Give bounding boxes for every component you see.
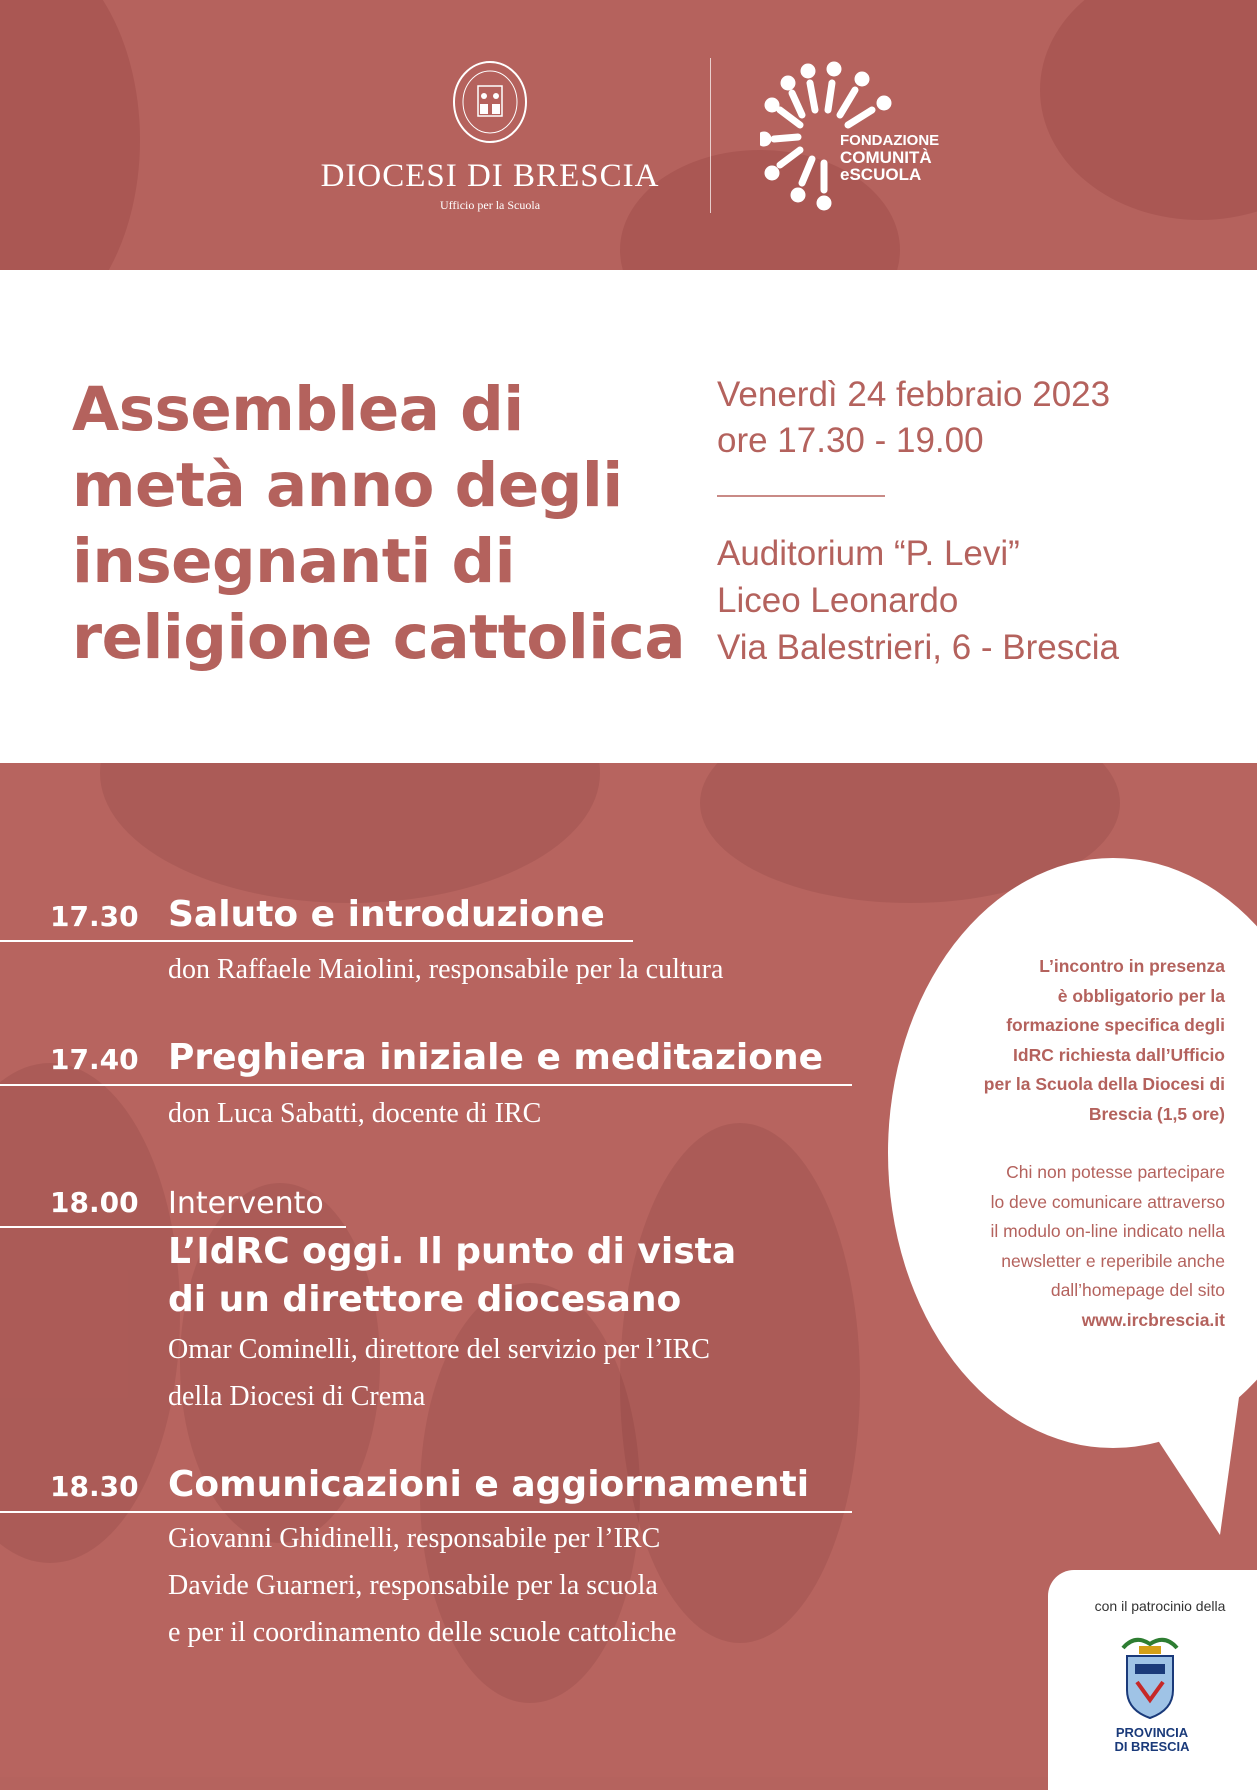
title-line: metà anno degli — [72, 450, 623, 521]
notice-line: formazione specifica degli — [1006, 1015, 1225, 1035]
header-band — [0, 0, 1257, 270]
notice-line: newsletter e reperibile anche — [1001, 1250, 1225, 1271]
program-underline — [0, 940, 633, 942]
diocesi-seal-icon — [452, 60, 528, 144]
notice-info — [905, 1158, 1225, 1335]
event-venue-block — [717, 530, 1119, 671]
fondazione-line1: FONDAZIONE — [840, 132, 940, 149]
program-time: 18.00 — [50, 1186, 139, 1219]
notice-line: lo deve comunicare attraverso — [990, 1191, 1225, 1212]
program-speaker: Davide Guarneri, responsabile per la scuola — [168, 1570, 658, 1601]
date-divider — [717, 495, 885, 497]
notice-line: il modulo on-line indicato nella — [990, 1221, 1225, 1241]
provincia-name — [1092, 1726, 1212, 1754]
program-speaker: don Raffaele Maiolini, responsabile per la cultura — [168, 954, 724, 985]
program-label: Intervento — [168, 1186, 324, 1221]
program-title-line: di un direttore diocesano — [168, 1279, 682, 1320]
provincia-crest-icon — [1115, 1630, 1185, 1720]
program-speaker: Omar Cominelli, direttore del servizio per l’IRC — [168, 1334, 710, 1365]
venue-line: Via Balestrieri, 6 - Brescia — [717, 628, 1120, 667]
notice-line: L’incontro in presenza — [1039, 956, 1225, 976]
title-line: insegnanti di — [72, 526, 516, 597]
program-time: 17.40 — [50, 1043, 139, 1076]
program-title-line: L’IdRC oggi. Il punto di vista — [168, 1231, 737, 1272]
venue-line: Auditorium “P. Levi” — [717, 534, 1020, 573]
header-divider — [710, 58, 711, 213]
notice-line: dall’homepage del sito — [1050, 1280, 1225, 1300]
program-speaker: della Diocesi di Crema — [168, 1381, 426, 1412]
program-time: 18.30 — [50, 1470, 139, 1503]
fondazione-name — [840, 132, 939, 183]
program-speaker: don Luca Sabatti, docente di IRC — [168, 1098, 542, 1129]
event-time: ore 17.30 - 19.00 — [717, 421, 984, 460]
provincia-line: DI BRESCIA — [1114, 1739, 1190, 1754]
notice-line: Brescia (1,5 ore) — [1088, 1103, 1225, 1124]
title-line: Assemblea di — [72, 374, 524, 445]
title-line: religione cattolica — [72, 602, 685, 673]
event-title — [72, 372, 712, 676]
event-date-block — [717, 372, 1110, 464]
program-title: Comunicazioni e aggiornamenti — [168, 1464, 810, 1505]
notice-line: IdRC richiesta dall’Ufficio — [1013, 1044, 1225, 1065]
program-speaker: Giovanni Ghidinelli, responsabile per l’IRC — [168, 1523, 661, 1554]
provincia-line: PROVINCIA — [1115, 1725, 1189, 1740]
fondazione-line3: eSCUOLA — [840, 165, 922, 184]
program-speaker-block — [168, 1326, 710, 1420]
program-underline — [0, 1084, 852, 1086]
notice-line: per la Scuola della Diocesi di — [983, 1074, 1225, 1094]
program-underline — [0, 1511, 852, 1513]
fondazione-line2: COMUNITÀ — [840, 148, 932, 167]
venue-line: Liceo Leonardo — [717, 581, 959, 620]
notice-line: è obbligatorio per la — [1057, 985, 1225, 1006]
program-title: Preghiera iniziale e meditazione — [168, 1037, 824, 1078]
event-date: Venerdì 24 febbraio 2023 — [717, 375, 1111, 414]
program-time: 17.30 — [50, 900, 139, 933]
notice-bold — [905, 952, 1225, 1129]
website-link[interactable]: www.ircbrescia.it — [1081, 1309, 1225, 1330]
program-title — [168, 1228, 736, 1324]
speech-bubble-tail — [1110, 1390, 1240, 1540]
patronage-text: con il patrocinio della — [1094, 1598, 1226, 1614]
program-title: Saluto e introduzione — [168, 894, 605, 935]
diocesi-name: DIOCESI DI BRESCIA — [320, 158, 660, 194]
program-speaker: e per il coordinamento delle scuole cattoliche — [168, 1617, 677, 1648]
diocesi-subtitle: Ufficio per la Scuola — [439, 198, 541, 212]
notice-line: Chi non potesse partecipare — [1006, 1162, 1225, 1182]
program-speaker-block — [168, 1515, 676, 1656]
